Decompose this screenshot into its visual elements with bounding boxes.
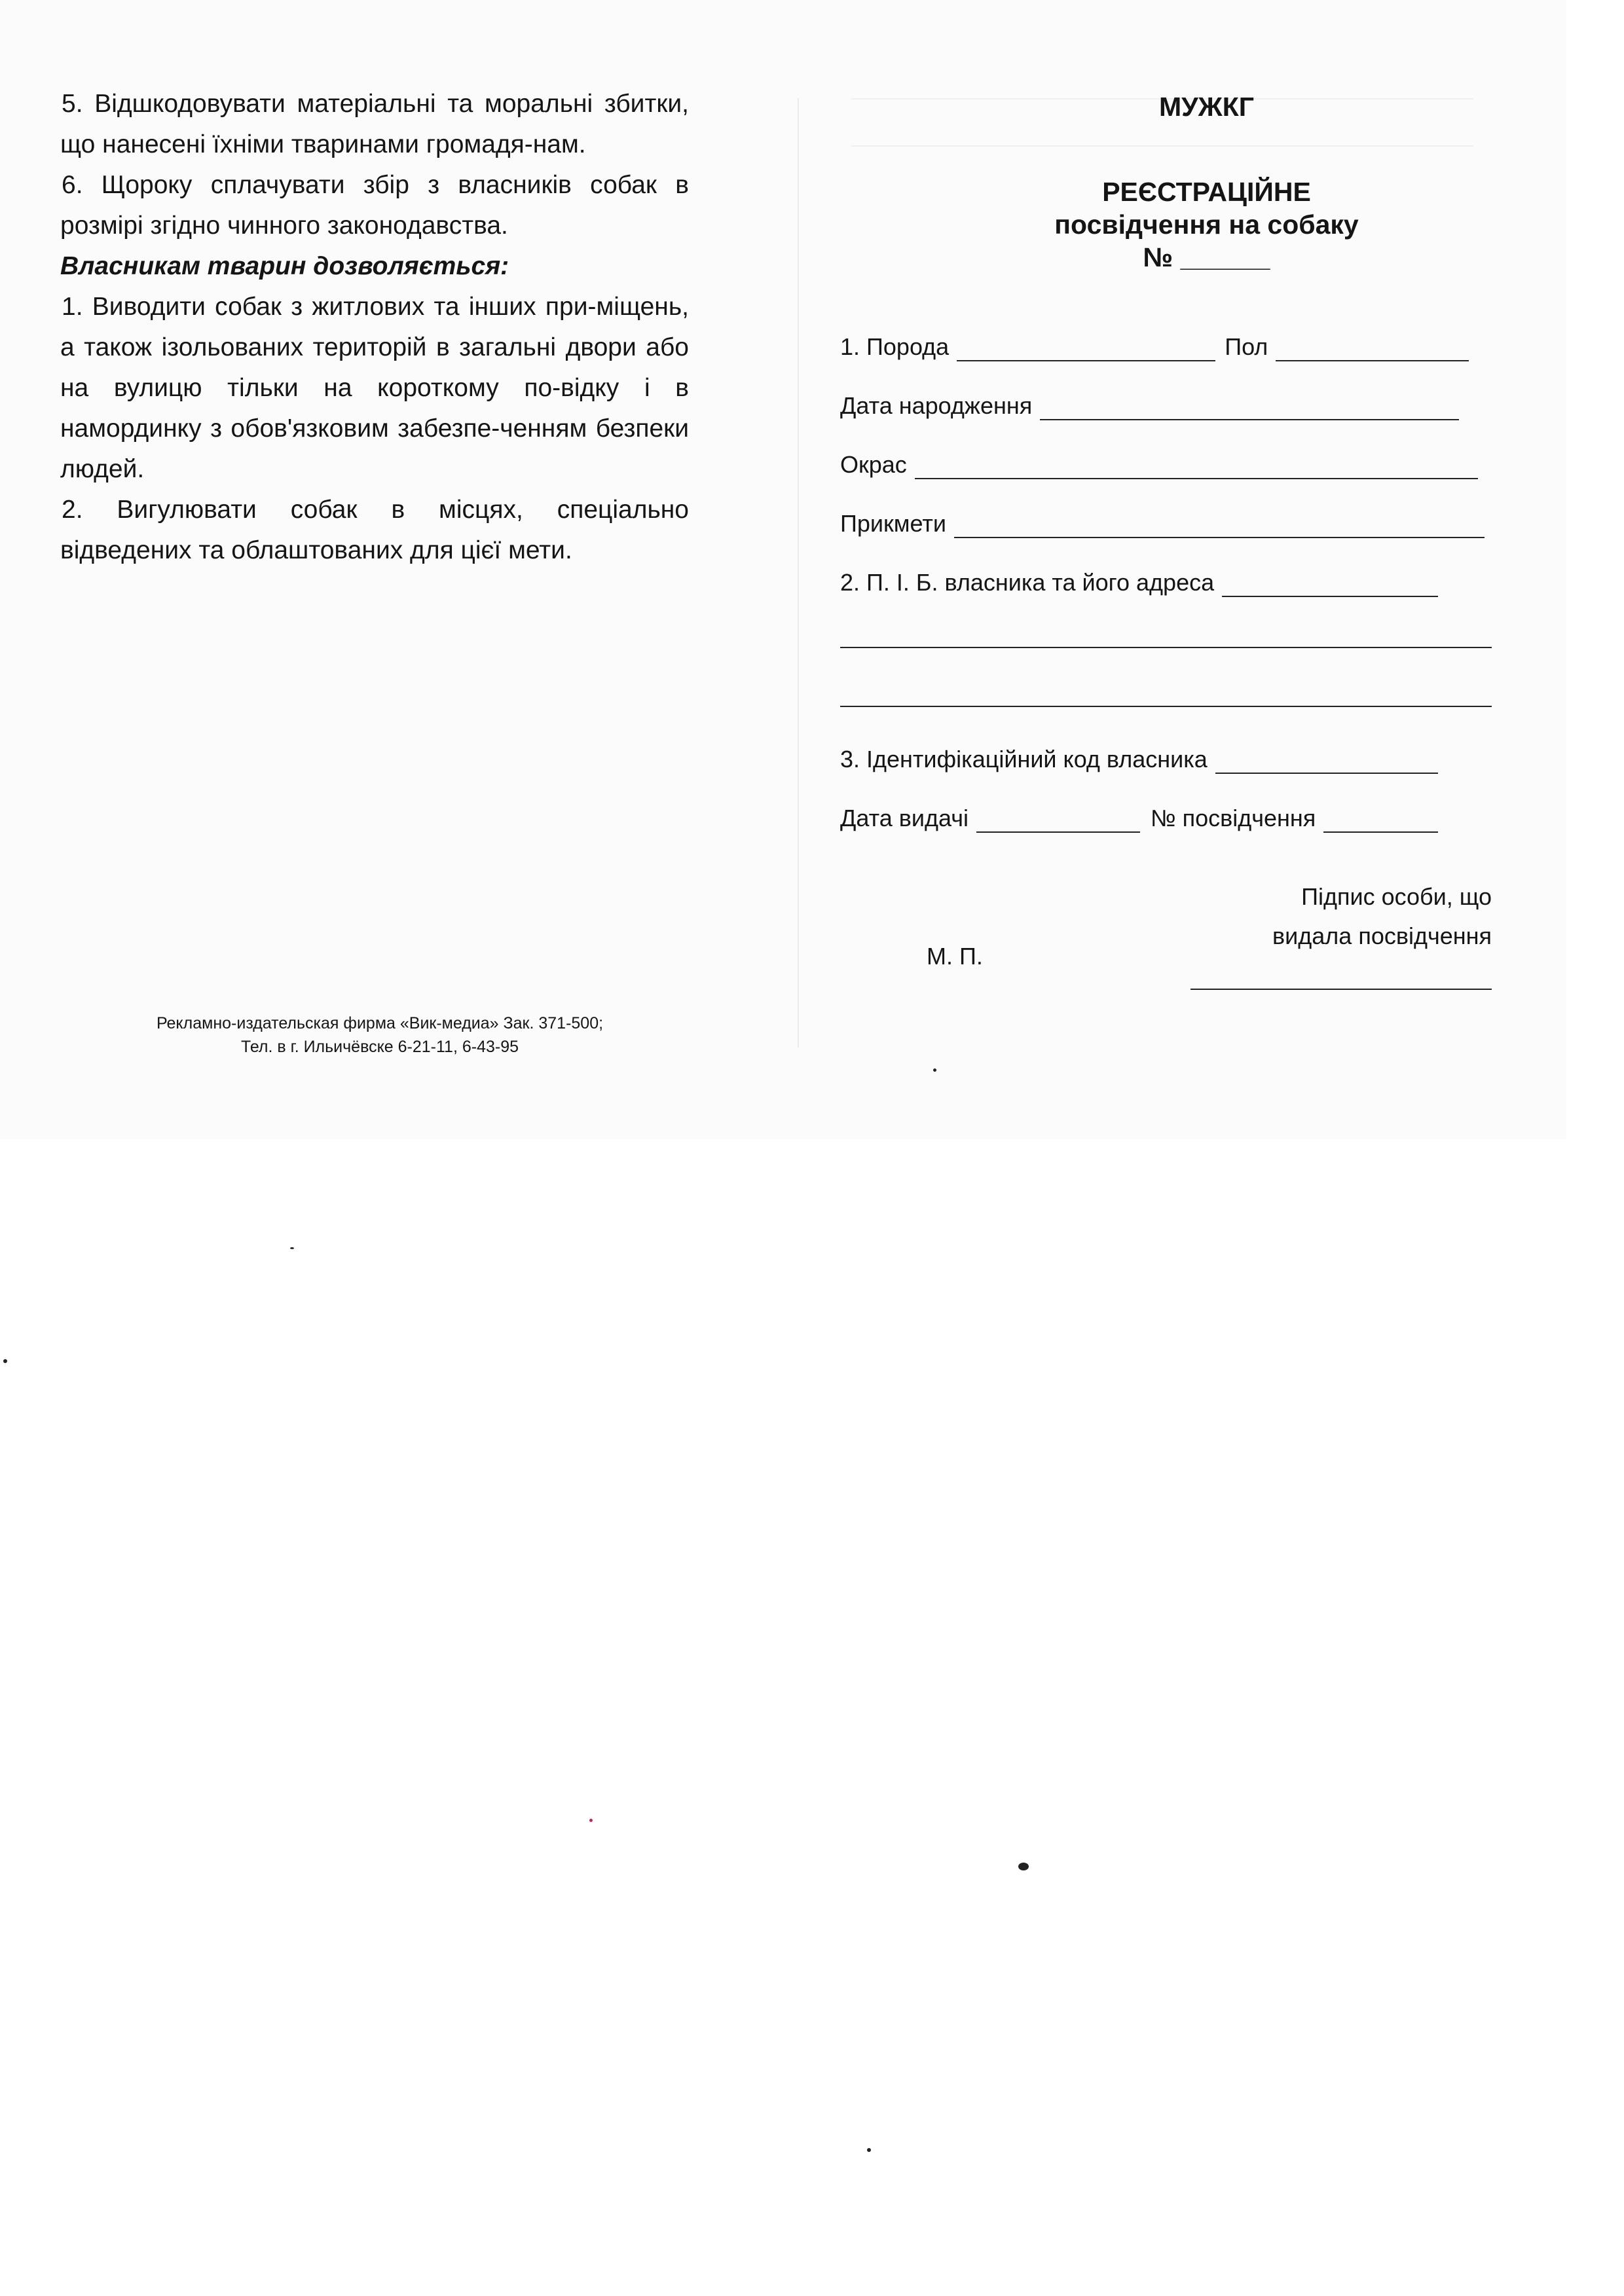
breed-label: 1. Порода	[840, 333, 950, 360]
publisher-imprint	[98, 1011, 661, 1059]
owner-address-line-1[interactable]	[840, 647, 1492, 648]
owner-row	[840, 568, 1438, 597]
marks-field[interactable]	[954, 513, 1485, 538]
marks-label: Прикмети	[840, 510, 946, 537]
stamp-place-label: М. П.	[927, 943, 983, 970]
birth-date-field[interactable]	[1040, 395, 1459, 420]
document-title	[828, 175, 1493, 274]
id-code-row	[840, 745, 1438, 774]
scan-speck	[3, 1359, 7, 1363]
left-column	[60, 84, 689, 571]
organization-name: МУЖКГ	[1159, 92, 1254, 122]
sex-label: Пол	[1225, 333, 1268, 360]
sex-field[interactable]	[1276, 337, 1469, 361]
paragraph-5: 5. Відшкодовувати матеріальні та моральні збитки, що нанесені їхніми тваринами громадя-нам.	[60, 90, 689, 158]
imprint-line-1: Рекламно-издательская фирма «Вик-медиа» Зак. 371-500;	[156, 1014, 604, 1032]
scan-speck	[933, 1068, 936, 1072]
color-label: Окрас	[840, 451, 907, 478]
birth-date-label: Дата народження	[840, 392, 1033, 419]
signature-caption-line-1: Підпис особи, що	[1301, 883, 1492, 910]
breed-field[interactable]	[957, 337, 1215, 361]
title-line-1: РЕЄСТРАЦІЙНЕ	[1102, 177, 1311, 207]
id-code-label: 3. Ідентифікаційний код власника	[840, 746, 1208, 773]
color-field[interactable]	[915, 454, 1478, 479]
signature-caption	[1272, 877, 1492, 956]
id-code-field[interactable]	[1215, 749, 1438, 774]
issue-date-field[interactable]	[976, 808, 1140, 833]
issue-date-label: Дата видачі	[840, 805, 969, 831]
paragraph-6: 6. Щороку сплачувати збір з власників собак в розмірі згідно чинного законодавства.	[60, 171, 689, 240]
allowed-heading: Власникам тварин дозволяється:	[60, 252, 509, 280]
scan-speck	[867, 2148, 871, 2152]
cert-number-label: № посвідчення	[1150, 805, 1316, 831]
title-line-2: посвідчення на собаку	[1054, 210, 1359, 240]
cert-number-field[interactable]	[1323, 808, 1438, 833]
scan-speck	[290, 1247, 294, 1249]
scan-speck	[589, 1819, 593, 1822]
allowed-item-1: 1. Виводити собак з житлових та інших при-міщень, а також ізольованих територій в загальні двори або на вулицю тільки на короткому по-відку і в намординку з обов'язковим забезпе-ченням безпеки людей.	[60, 293, 689, 483]
scan-speck	[1018, 1863, 1029, 1870]
fold-line	[798, 98, 799, 1048]
birth-date-row	[840, 392, 1459, 420]
allowed-item-2: 2. Вигулювати собак в місцях, спеціально відведених та облаштованих для цієї мети.	[60, 496, 689, 564]
color-row	[840, 450, 1478, 479]
owner-field[interactable]	[1222, 572, 1438, 597]
owner-address-line-2[interactable]	[840, 706, 1492, 707]
marks-row	[840, 509, 1485, 538]
imprint-line-2: Тел. в г. Ильичёвске 6-21-11, 6-43-95	[240, 1038, 519, 1056]
owner-label: 2. П. І. Б. власника та його адреса	[840, 569, 1215, 596]
signature-line[interactable]	[1190, 989, 1492, 990]
signature-caption-line-2: видала посвідчення	[1272, 922, 1492, 949]
title-line-3: № ______	[1143, 242, 1270, 272]
breed-row	[840, 333, 1469, 361]
issue-row	[840, 804, 1438, 833]
